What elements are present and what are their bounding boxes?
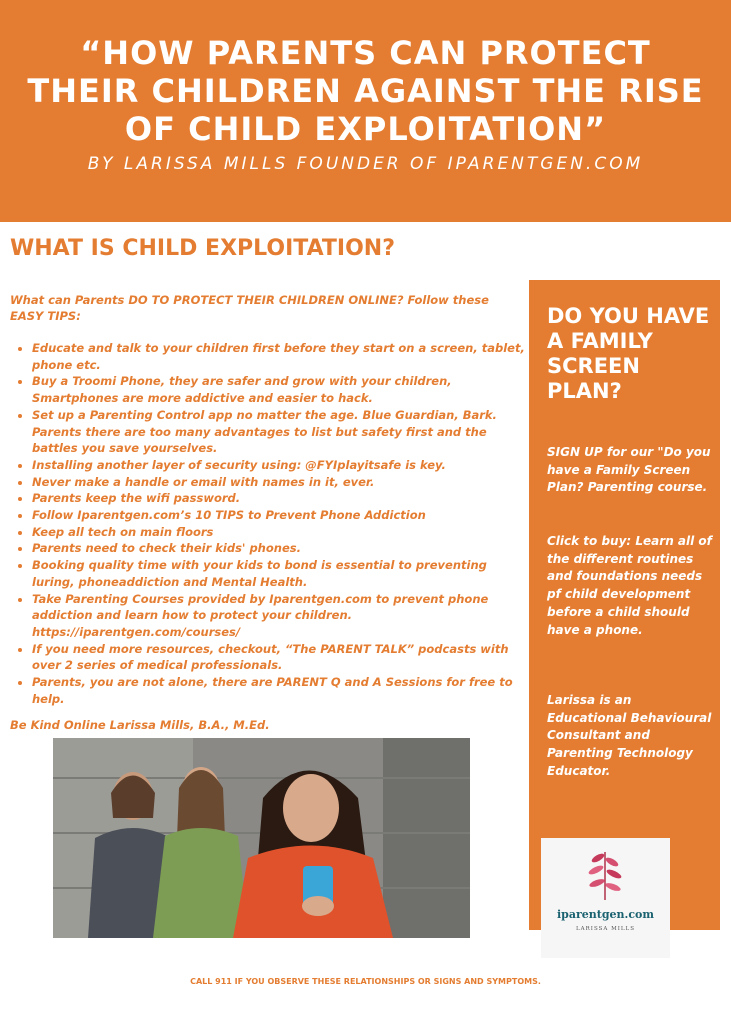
section-title: WHAT IS CHILD EXPLOITATION? — [10, 236, 395, 261]
footer-notice: CALL 911 IF YOU OBSERVE THESE RELATIONSHIPS OR SIGNS AND SYMPTOMS. — [190, 977, 541, 986]
page-title: “HOW PARENTS CAN PROTECT THEIR CHILDREN AGAINST THE RISE OF CHILD EXPLOITATION” — [27, 34, 704, 148]
author-bio: Larissa is an Educational Behavioural Consultant and Parenting Technology Educator. — [547, 693, 712, 778]
sidebar-panel — [529, 280, 720, 930]
tip-item: • Buy a Troomi Phone, they are safer and grow with your children, Smartphones are more addictive and easier to hack. — [32, 373, 527, 406]
teen-photo — [53, 738, 470, 938]
tip-item: • Never make a handle or email with names in it, ever. — [32, 474, 527, 491]
buy-link[interactable]: Click to buy: Learn all of the different routines and foundations needs pf child development before a child should have a phone. — [547, 534, 712, 637]
sidebar-title: DO YOU HAVE A FAMILY SCREEN PLAN? — [547, 304, 710, 403]
logo-name: iparentgen.com — [556, 908, 655, 921]
tip-item: • Installing another layer of security using: @FYIplayitsafe is key. — [32, 457, 527, 474]
tips-list — [14, 340, 527, 707]
signup-link[interactable]: SIGN UP for our "Do you have a Family Screen Plan? Parenting course. — [547, 445, 711, 495]
tip-item: • If you need more resources, checkout, “The PARENT TALK” podcasts with over 2 series of medical professionals. — [32, 641, 527, 674]
byline: BY LARISSA MILLS FOUNDER OF IPARENTGEN.COM — [87, 154, 644, 174]
tip-item: • Parents keep the wifi password. — [32, 490, 527, 507]
header-banner — [0, 0, 731, 222]
tip-item: • Parents, you are not alone, there are PARENT Q and A Sessions for free to help. — [32, 674, 527, 707]
tip-item: • Keep all tech on main floors — [32, 524, 527, 541]
tip-item: • Set up a Parenting Control app no matter the age. Blue Guardian, Bark. Parents there are too many advantages to list but safety first and the battles you save yourselves. — [32, 407, 527, 457]
tip-item: • Follow Iparentgen.com’s 10 TIPS to Prevent Phone Addiction — [32, 507, 527, 524]
plant-logo-icon — [541, 838, 670, 908]
tip-item: • Booking quality time with your kids to bond is essential to preventing luring, phoneaddiction and Mental Health. — [32, 557, 527, 590]
intro-text: What can Parents DO TO PROTECT THEIR CHILDREN ONLINE? Follow these EASY TIPS: — [10, 293, 489, 323]
tip-item: • Take Parenting Courses provided by Iparentgen.com to prevent phone addiction and learn how to protect your children. https://iparentgen.com/courses/ — [32, 591, 527, 641]
logo-subtitle: LARISSA MILLS — [576, 926, 635, 932]
signoff: Be Kind Online Larissa Mills, B.A., M.Ed. — [10, 718, 270, 732]
tip-item: • Parents need to check their kids' phones. — [32, 540, 527, 557]
logo-card — [541, 838, 670, 958]
tip-item: • Educate and talk to your children first before they start on a screen, tablet, phone etc. — [32, 340, 527, 373]
teen-photo-illustration — [53, 738, 470, 938]
